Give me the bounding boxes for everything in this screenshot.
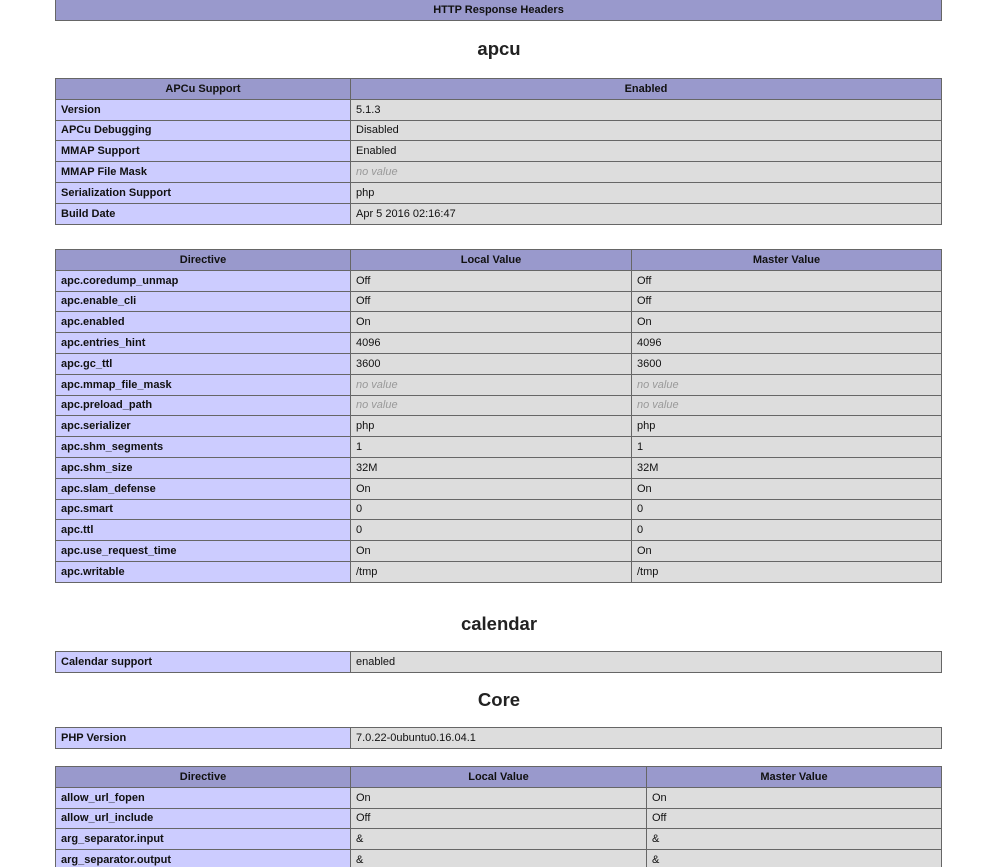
directive-row xyxy=(56,270,942,291)
local-value: Off xyxy=(351,291,632,312)
directive-row xyxy=(56,457,942,478)
row-value: 5.1.3 xyxy=(351,99,942,120)
row-value: enabled xyxy=(351,652,942,673)
master-value xyxy=(632,395,942,416)
local-value-header: Local Value xyxy=(351,250,632,271)
local-value: 32M xyxy=(351,457,632,478)
master-value: 1 xyxy=(632,437,942,458)
directive-row xyxy=(56,499,942,520)
master-value: 0 xyxy=(632,499,942,520)
master-value: On xyxy=(632,312,942,333)
local-value: On xyxy=(351,541,632,562)
table-row xyxy=(56,141,942,162)
table-row xyxy=(56,182,942,203)
directive-row xyxy=(56,374,942,395)
row-label: Version xyxy=(56,99,351,120)
table-row xyxy=(56,203,942,224)
directive-row xyxy=(56,312,942,333)
apcu-support-header: APCu Support xyxy=(56,79,351,100)
local-value: /tmp xyxy=(351,561,632,582)
directive-row xyxy=(56,333,942,354)
directive-row xyxy=(56,437,942,458)
directive-name: apc.preload_path xyxy=(56,395,351,416)
directive-name: allow_url_include xyxy=(56,808,351,829)
directive-row xyxy=(56,416,942,437)
master-value: 0 xyxy=(632,520,942,541)
local-value: & xyxy=(351,850,647,867)
core-directive-table xyxy=(55,766,942,867)
local-value xyxy=(351,374,632,395)
master-value: 32M xyxy=(632,457,942,478)
local-value: & xyxy=(351,829,647,850)
http-response-headers-title: HTTP Response Headers xyxy=(56,0,942,20)
core-directive-rows xyxy=(56,787,942,867)
local-value: 3600 xyxy=(351,353,632,374)
row-label: APCu Debugging xyxy=(56,120,351,141)
master-value: On xyxy=(632,541,942,562)
master-value: Off xyxy=(632,270,942,291)
directive-name: apc.coredump_unmap xyxy=(56,270,351,291)
directive-name: apc.mmap_file_mask xyxy=(56,374,351,395)
local-value-header: Local Value xyxy=(351,767,647,788)
local-value: On xyxy=(351,312,632,333)
master-value: Off xyxy=(647,808,942,829)
directive-name: apc.serializer xyxy=(56,416,351,437)
master-value: & xyxy=(647,829,942,850)
directive-name: apc.gc_ttl xyxy=(56,353,351,374)
local-value: On xyxy=(351,478,632,499)
master-value xyxy=(632,374,942,395)
apcu-directive-rows xyxy=(56,270,942,582)
row-label: Build Date xyxy=(56,203,351,224)
directive-name: apc.writable xyxy=(56,561,351,582)
directive-name: apc.enabled xyxy=(56,312,351,333)
local-value: 4096 xyxy=(351,333,632,354)
directive-name: apc.shm_segments xyxy=(56,437,351,458)
row-value: Disabled xyxy=(351,120,942,141)
calendar-table xyxy=(55,651,942,673)
http-response-headers-table xyxy=(55,0,942,21)
master-value-header: Master Value xyxy=(632,250,942,271)
row-label: PHP Version xyxy=(56,728,351,749)
table-row xyxy=(56,162,942,183)
directive-row xyxy=(56,520,942,541)
no-value-text: no value xyxy=(356,399,398,412)
master-value: php xyxy=(632,416,942,437)
row-value xyxy=(351,162,942,183)
master-value: Off xyxy=(632,291,942,312)
directive-row xyxy=(56,561,942,582)
directive-name: apc.enable_cli xyxy=(56,291,351,312)
master-value: 3600 xyxy=(632,353,942,374)
directive-row xyxy=(56,850,942,867)
table-row xyxy=(56,652,942,673)
section-heading-apcu: apcu xyxy=(477,38,521,59)
table-row xyxy=(56,120,942,141)
apcu-enabled-header: Enabled xyxy=(351,79,942,100)
directive-name: arg_separator.input xyxy=(56,829,351,850)
master-value: On xyxy=(632,478,942,499)
apcu-support-table xyxy=(55,78,942,225)
row-label: Serialization Support xyxy=(56,182,351,203)
directive-row xyxy=(56,829,942,850)
directive-row xyxy=(56,353,942,374)
no-value-text: no value xyxy=(356,378,398,391)
no-value-text: no value xyxy=(637,378,679,391)
local-value: 1 xyxy=(351,437,632,458)
table-row xyxy=(56,99,942,120)
local-value: php xyxy=(351,416,632,437)
row-value: Enabled xyxy=(351,141,942,162)
row-label: MMAP File Mask xyxy=(56,162,351,183)
core-info-rows xyxy=(56,728,942,749)
row-label: Calendar support xyxy=(56,652,351,673)
directive-header: Directive xyxy=(56,250,351,271)
row-value: 7.0.22-0ubuntu0.16.04.1 xyxy=(351,728,942,749)
master-value: On xyxy=(647,787,942,808)
row-label: MMAP Support xyxy=(56,141,351,162)
row-value: Apr 5 2016 02:16:47 xyxy=(351,203,942,224)
master-value: & xyxy=(647,850,942,867)
directive-row xyxy=(56,395,942,416)
directive-name: apc.smart xyxy=(56,499,351,520)
directive-name: apc.shm_size xyxy=(56,457,351,478)
local-value: Off xyxy=(351,808,647,829)
directive-name: apc.ttl xyxy=(56,520,351,541)
directive-name: arg_separator.output xyxy=(56,850,351,867)
master-value-header: Master Value xyxy=(647,767,942,788)
directive-name: allow_url_fopen xyxy=(56,787,351,808)
local-value: On xyxy=(351,787,647,808)
no-value-text: no value xyxy=(637,399,679,412)
directive-row xyxy=(56,478,942,499)
master-value: /tmp xyxy=(632,561,942,582)
master-value: 4096 xyxy=(632,333,942,354)
local-value: 0 xyxy=(351,520,632,541)
section-heading-calendar: calendar xyxy=(460,613,538,634)
directive-name: apc.entries_hint xyxy=(56,333,351,354)
directive-name: apc.use_request_time xyxy=(56,541,351,562)
directive-row xyxy=(56,808,942,829)
table-row xyxy=(56,728,942,749)
directive-name: apc.slam_defense xyxy=(56,478,351,499)
no-value-text: no value xyxy=(356,166,398,179)
directive-row xyxy=(56,787,942,808)
local-value xyxy=(351,395,632,416)
row-value: php xyxy=(351,182,942,203)
directive-row xyxy=(56,541,942,562)
apcu-directive-table xyxy=(55,249,942,583)
apcu-support-rows xyxy=(56,99,942,224)
directive-header: Directive xyxy=(56,767,351,788)
directive-row xyxy=(56,291,942,312)
calendar-rows xyxy=(56,652,942,673)
local-value: Off xyxy=(351,270,632,291)
core-info-table xyxy=(55,727,942,749)
section-heading-core: Core xyxy=(477,689,521,710)
local-value: 0 xyxy=(351,499,632,520)
